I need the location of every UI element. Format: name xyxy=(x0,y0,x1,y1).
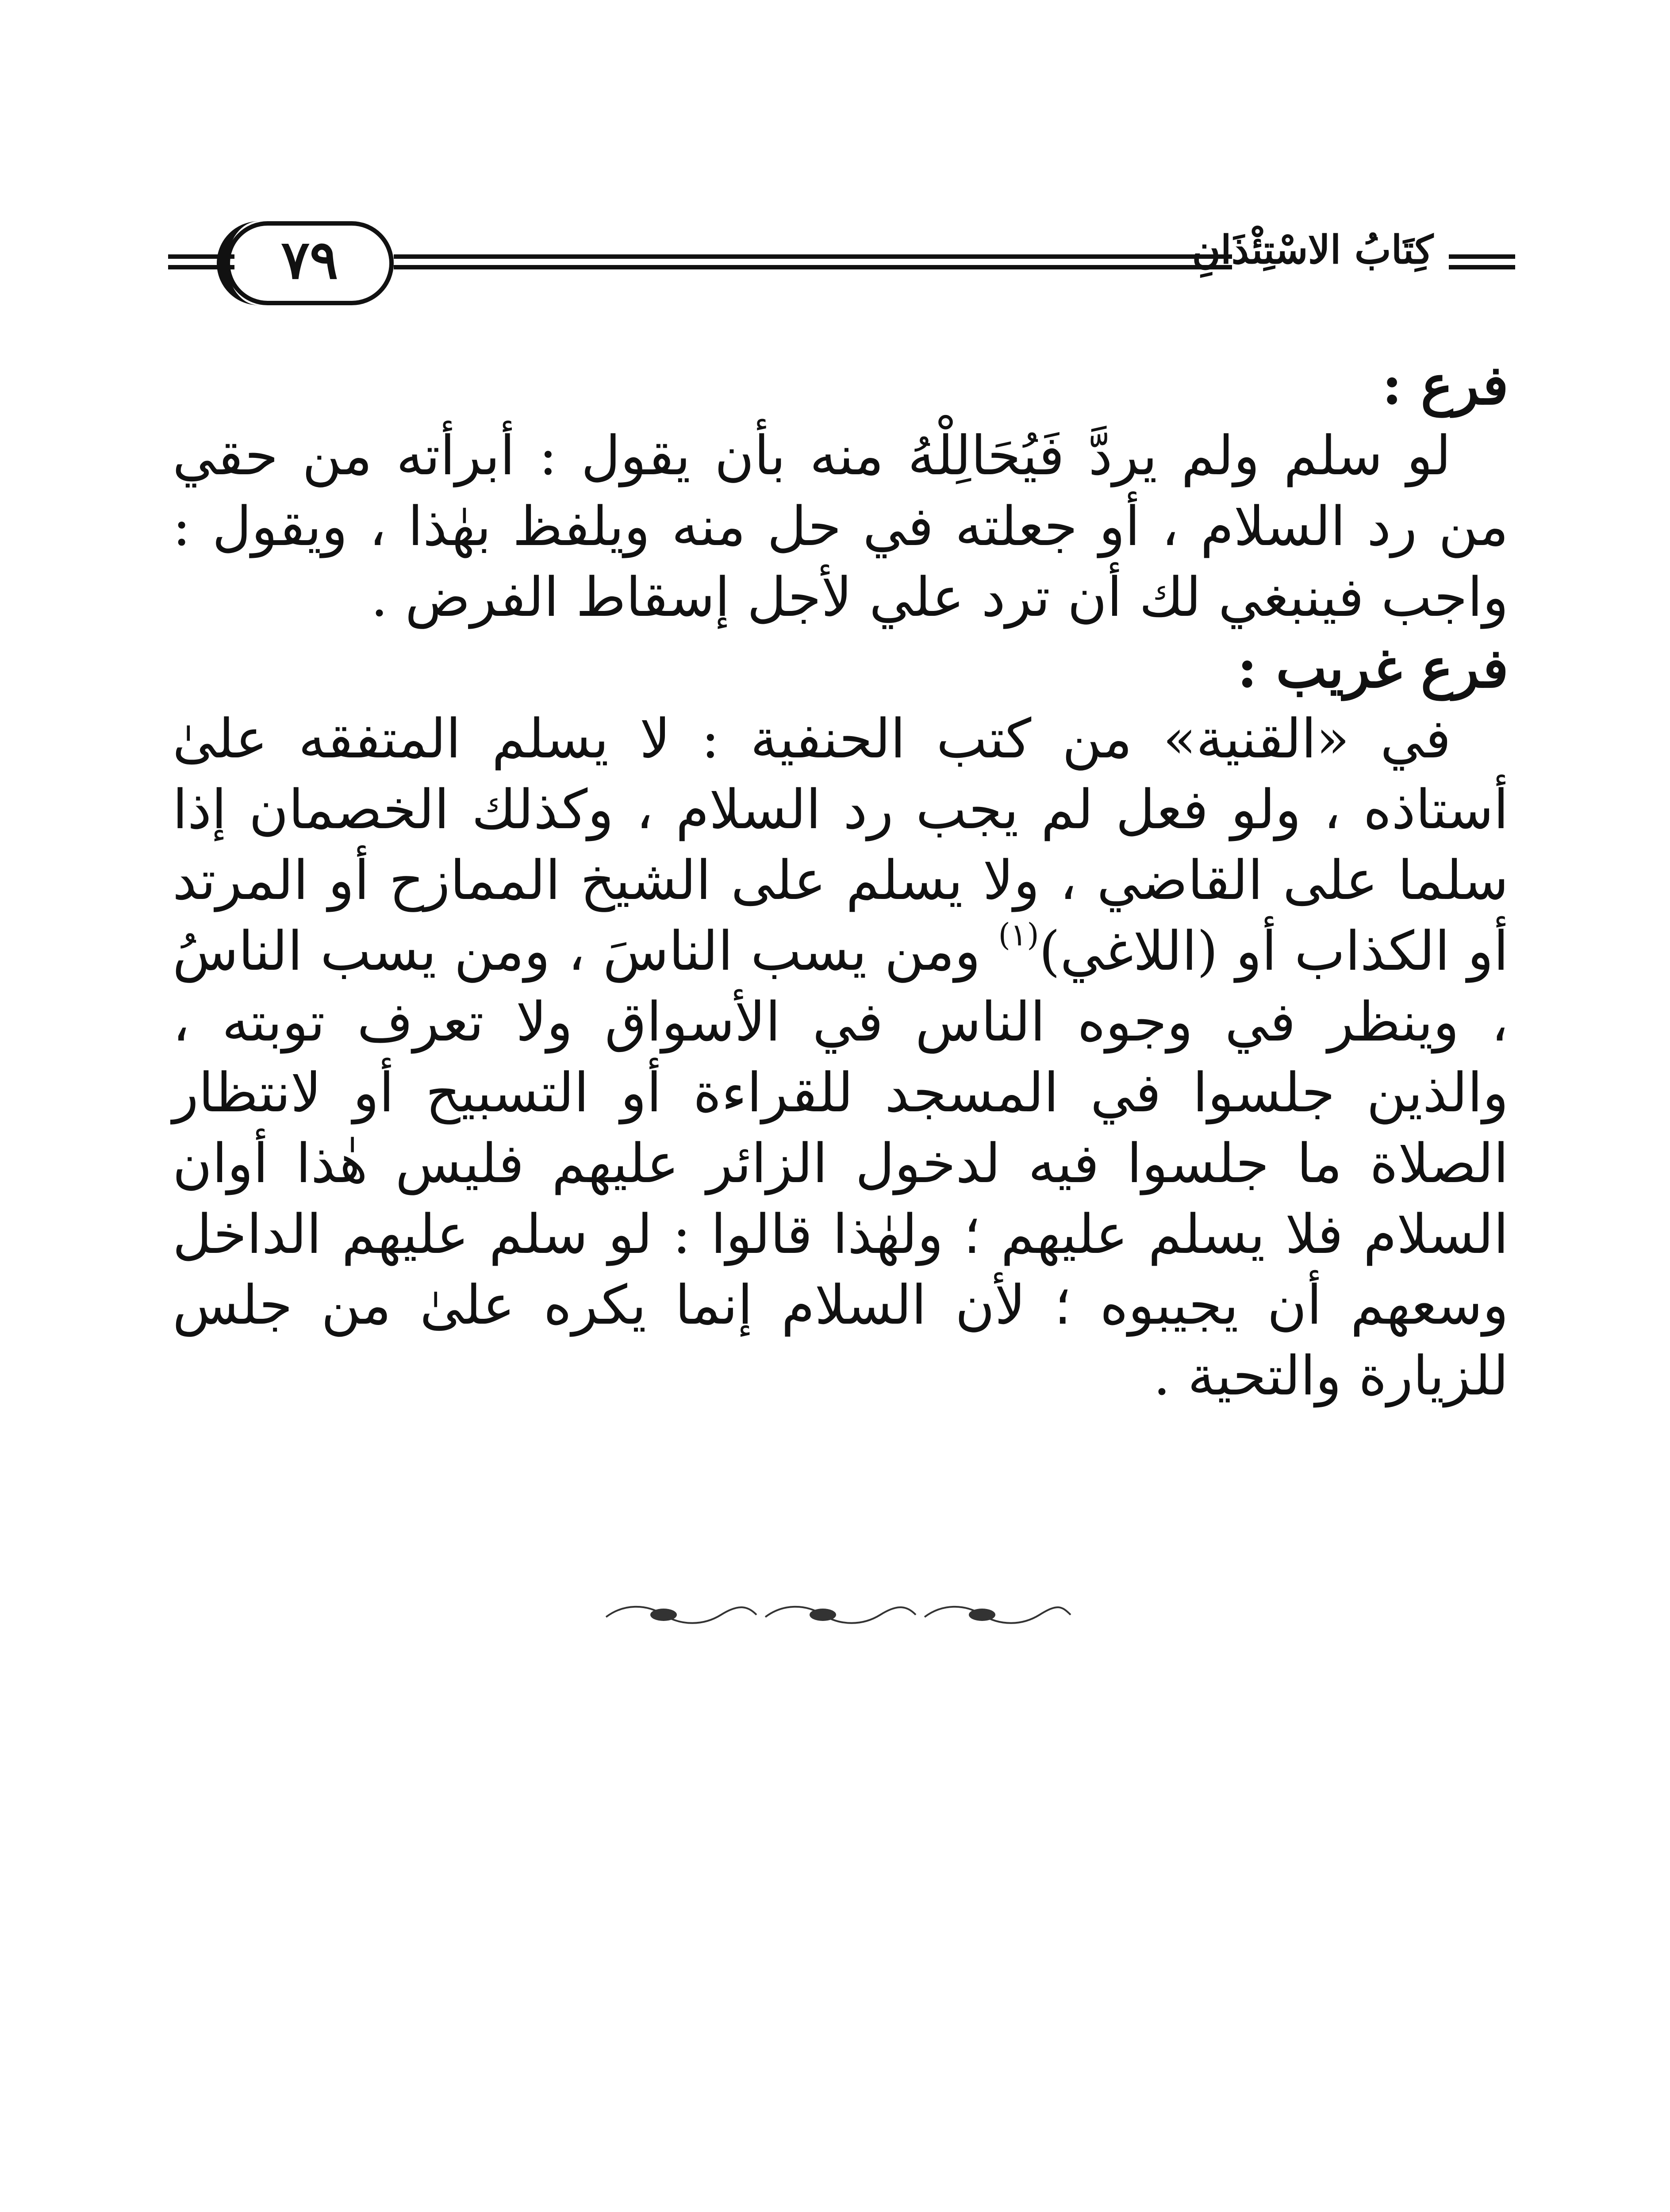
page-number: ٧٩ xyxy=(281,229,338,291)
header-rule-left xyxy=(168,254,234,269)
running-header xyxy=(168,212,1515,327)
page-number-badge xyxy=(226,221,394,305)
paragraph-2-part-1: في «القنية» من كتب الحنفية : لا يسلم المتفقه علىٰ أستاذه ، ولو فعل لم يجب رد السلام ، وكذلك الخصمان إذا سلما على القاضي ، ولا يسلم على الشيخ الممازح أو المرتد أو الكذاب أو (اللاغي) xyxy=(173,707,1509,983)
book-title: كِتَابُ الاسْتِئْذَانِ xyxy=(1192,227,1433,273)
paragraph-1: لو سلم ولم يردَّ فَيُحَالِلْهُ منه بأن يقول : أبرأته من حقي من رد السلام ، أو جعلته في حل منه ويلفظ بهٰذا ، ويقول : واجب فينبغي لك أن ترد علي لأجل إسقاط الفرض . xyxy=(173,424,1509,629)
footnote-reference: (١) xyxy=(998,917,1039,953)
section-heading-1: فرع : xyxy=(1382,353,1509,417)
section-heading-2: فرع غريب : xyxy=(1237,636,1509,700)
page-body xyxy=(173,349,1509,1411)
section-end-ornament xyxy=(597,1601,1075,1628)
paragraph-2-part-2: ومن يسب الناسَ ، ومن يسب الناسُ ، وينظر في وجوه الناس في الأسواق ولا تعرف توبته ، والذين جلسوا في المسجد للقراءة أو التسبيح أو لانتظار الصلاة ما جلسوا فيه لدخول الزائر عليهم فليس هٰذا أوان السلام فلا يسلم عليهم ؛ ولهٰذا قالوا : لو سلم عليهم الداخل وسعهم أن يجيبوه ؛ لأن السلام إنما يكره علىٰ من جلس للزيارة والتحية . xyxy=(173,920,1509,1407)
paragraph-2 xyxy=(173,703,1509,1411)
header-rule-right xyxy=(1449,254,1515,269)
header-rule-middle xyxy=(394,254,1232,269)
